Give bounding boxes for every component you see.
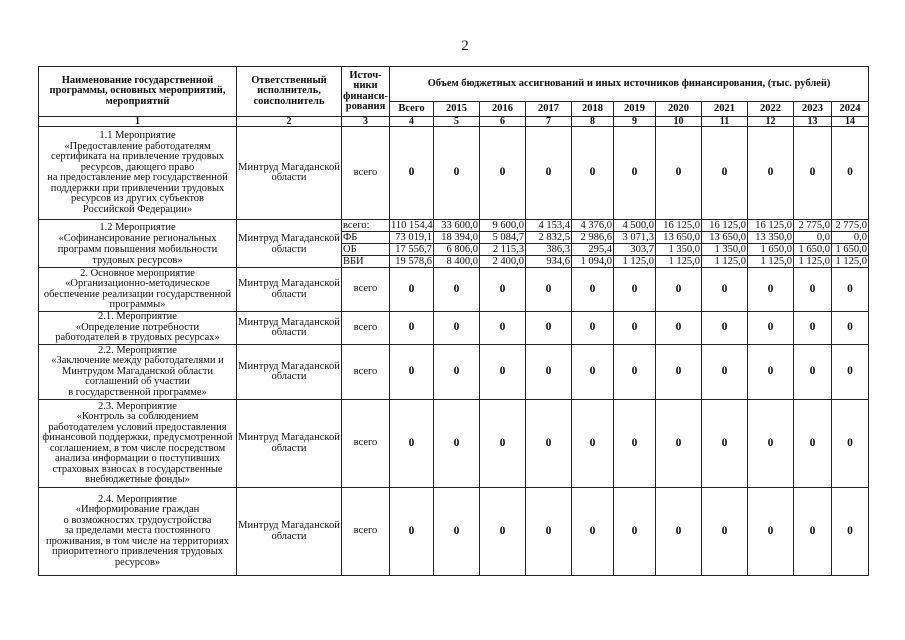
column-number: 11 — [702, 117, 748, 127]
funding-value: 9 600,0 — [480, 220, 526, 232]
measure-name-line: 1.1 Мероприятие — [99, 130, 176, 141]
funding-value: 0 — [480, 488, 526, 576]
measure-name-line: 2.4. Мероприятие — [98, 493, 177, 505]
funding-value: 18 394,0 — [434, 232, 480, 244]
funding-value: 295,4 — [572, 244, 614, 256]
header-total: Всего — [390, 102, 434, 117]
column-number: 12 — [748, 117, 794, 127]
column-number: 13 — [794, 117, 832, 127]
funding-source: всего — [342, 127, 390, 220]
funding-value: 0 — [832, 312, 869, 345]
header-source: Источ- ники финанси- рования — [342, 67, 390, 117]
funding-value: 0 — [526, 127, 572, 220]
funding-value: 0 — [656, 345, 702, 400]
funding-value: 0 — [390, 127, 434, 220]
measure-name — [39, 268, 237, 312]
measure-name — [39, 127, 237, 220]
funding-value: 13 650,0 — [656, 232, 702, 244]
column-number: 1 — [39, 117, 237, 127]
funding-value: 1 125,0 — [702, 256, 748, 268]
measure-name — [39, 345, 237, 400]
funding-value: 1 125,0 — [832, 256, 869, 268]
measure-name-line: обеспечение реализации государственной — [43, 288, 232, 300]
funding-value: 0 — [748, 400, 794, 488]
funding-source: ВБИ — [342, 256, 390, 268]
funding-value: 0 — [526, 312, 572, 345]
funding-value: 0 — [480, 268, 526, 312]
column-number: 2 — [237, 117, 342, 127]
column-number: 3 — [342, 117, 390, 127]
measure-name-line: «Информирование граждан — [75, 504, 200, 516]
funding-value: 0 — [656, 268, 702, 312]
page-number: 2 — [461, 38, 469, 54]
funding-value: 17 556,7 — [390, 244, 434, 256]
funding-value: 0 — [702, 312, 748, 345]
funding-value: 0 — [614, 345, 656, 400]
header-year: 2015 — [434, 102, 480, 117]
funding-value: 0 — [656, 400, 702, 488]
funding-value: 0 — [832, 400, 869, 488]
column-number: 7 — [526, 117, 572, 127]
funding-value: 386,3 — [526, 244, 572, 256]
funding-value: 0 — [526, 268, 572, 312]
column-number: 10 — [656, 117, 702, 127]
funding-value: 2 775,0 — [832, 220, 869, 232]
measure-name — [39, 488, 237, 576]
funding-value: 2 986,6 — [572, 232, 614, 244]
measure-name-line: соглашений об участии — [85, 376, 190, 388]
funding-value: 2 115,3 — [480, 244, 526, 256]
responsible-executor: Минтруд Магаданской области — [237, 220, 342, 268]
funding-value: 0 — [794, 345, 832, 400]
funding-value: 303,7 — [614, 244, 656, 256]
funding-value: 19 578,6 — [390, 256, 434, 268]
funding-value: 4 500,0 — [614, 220, 656, 232]
funding-value: 0 — [748, 345, 794, 400]
measure-name-line: «Софинансирование региональных — [58, 232, 217, 244]
measure-name-line: «Определение потребности — [75, 321, 200, 333]
funding-value: 1 350,0 — [702, 244, 748, 256]
funding-value: 13 350,0 — [748, 232, 794, 244]
column-number: 4 — [390, 117, 434, 127]
funding-value: 0 — [614, 312, 656, 345]
funding-value: 5 084,7 — [480, 232, 526, 244]
measure-name-line: проживания, в том числе на территориях — [46, 535, 229, 547]
funding-value: 0 — [434, 345, 480, 400]
funding-value: 0 — [526, 488, 572, 576]
table-row — [39, 345, 869, 400]
funding-value: 0 — [480, 345, 526, 400]
funding-source: ОБ — [342, 244, 390, 256]
table-row — [39, 312, 869, 345]
column-number: 9 — [614, 117, 656, 127]
funding-value: 2 400,0 — [480, 256, 526, 268]
funding-value: 0 — [480, 312, 526, 345]
column-number: 6 — [480, 117, 526, 127]
measure-name — [39, 400, 237, 488]
funding-value: 0,0 — [832, 232, 869, 244]
measure-name-line: работодателей в трудовых ресурсах» — [55, 332, 220, 344]
funding-value: 0 — [526, 400, 572, 488]
measure-name-line: ресурсов, дающего право — [80, 161, 195, 173]
measure-name-line: 2.1. Мероприятие — [98, 311, 177, 323]
responsible-executor: Минтруд Магаданской области — [237, 400, 342, 488]
header-year: 2017 — [526, 102, 572, 117]
funding-value: 1 125,0 — [656, 256, 702, 268]
measure-name-line: трудовых ресурсов» — [92, 254, 183, 266]
funding-value: 4 376,0 — [572, 220, 614, 232]
header-year: 2024 — [832, 102, 869, 117]
funding-value: 0 — [572, 127, 614, 220]
funding-value: 0 — [526, 345, 572, 400]
funding-source: всего — [342, 312, 390, 345]
funding-value: 1 125,0 — [748, 256, 794, 268]
measure-name-line: внебюджетные фонды» — [85, 474, 190, 485]
funding-source: всего — [342, 345, 390, 400]
measure-name-line: программ повышения мобильности — [57, 243, 218, 255]
funding-value: 0 — [614, 400, 656, 488]
measure-name-line: «Организационно-методическое — [65, 278, 210, 289]
funding-value: 0 — [572, 312, 614, 345]
measure-name-line: «Заключение между работодателями и — [51, 355, 224, 367]
funding-value: 0 — [480, 127, 526, 220]
funding-value: 0 — [390, 400, 434, 488]
funding-value: 0 — [480, 400, 526, 488]
funding-value: 1 350,0 — [656, 244, 702, 256]
funding-value: 6 806,0 — [434, 244, 480, 256]
funding-value: 0 — [702, 400, 748, 488]
funding-value: 0 — [832, 488, 869, 576]
measure-name-line: ресурсов из других субъектов — [70, 193, 204, 204]
column-number: 5 — [434, 117, 480, 127]
measure-name-line: 2. Основное мероприятие — [80, 267, 195, 279]
funding-value: 0 — [702, 488, 748, 576]
funding-value: 1 094,0 — [572, 256, 614, 268]
measure-name-line: финансовой поддержки, предусмотренной — [42, 432, 233, 443]
funding-source: всего — [342, 400, 390, 488]
measure-name-line: за пределами места постоянного — [64, 525, 211, 537]
funding-value: 110 154,4 — [391, 220, 433, 231]
header-year: 2021 — [702, 102, 748, 117]
measure-name-line: Минтрудом Магаданской области — [61, 365, 214, 377]
measure-name-line: приоритетного привлечения трудовых — [51, 546, 224, 558]
funding-value: 0 — [794, 127, 832, 220]
measure-name-line: программы» — [109, 299, 166, 310]
header-year: 2018 — [572, 102, 614, 117]
funding-value: 0,0 — [794, 232, 832, 244]
funding-value: 0 — [702, 345, 748, 400]
funding-value: 33 600,0 — [434, 220, 480, 232]
funding-value: 0 — [572, 488, 614, 576]
measure-name-line: ресурсов» — [114, 556, 161, 568]
measure-name-line: соглашением, в том числе посредством — [49, 442, 226, 454]
funding-value: 0 — [748, 127, 794, 220]
table-row — [39, 127, 869, 220]
funding-value: 1 125,0 — [794, 256, 832, 268]
funding-value: 0 — [434, 400, 480, 488]
measure-name — [39, 312, 237, 345]
funding-value: 16 125,0 — [702, 220, 748, 232]
funding-value: 0 — [656, 488, 702, 576]
funding-value: 0 — [794, 488, 832, 576]
measure-name-line: анализа информации о поступивших — [55, 453, 220, 464]
funding-value: 8 400,0 — [434, 256, 480, 268]
funding-source: всего — [342, 488, 390, 576]
responsible-executor: Минтруд Магаданской области — [237, 268, 342, 312]
funding-value: 0 — [572, 345, 614, 400]
responsible-executor: Минтруд Магаданской области — [237, 312, 342, 345]
funding-value: 3 071,3 — [614, 232, 656, 244]
funding-value: 0 — [794, 268, 832, 312]
funding-value: 1 650,0 — [748, 244, 794, 256]
budget-table — [38, 66, 869, 576]
measure-name-line: страховых взносах в государственные — [52, 463, 223, 475]
funding-source: ФБ — [342, 232, 390, 244]
measure-name-line: поддержки при привлечении трудовых — [50, 182, 225, 194]
funding-value: 0 — [390, 312, 434, 345]
funding-value: 0 — [434, 127, 480, 220]
funding-value: 0 — [614, 488, 656, 576]
funding-value: 0 — [702, 268, 748, 312]
responsible-executor: Минтруд Магаданской области — [237, 345, 342, 400]
funding-source: всего: — [342, 220, 390, 232]
measure-name-line: в государственной программе» — [68, 386, 207, 398]
funding-value: 0 — [794, 400, 832, 488]
funding-value: 0 — [832, 127, 869, 220]
measure-name-line: сертификата на привлечение трудовых — [50, 151, 225, 162]
funding-value: 0 — [434, 268, 480, 312]
table-row — [39, 268, 869, 312]
funding-value: 4 153,4 — [526, 220, 572, 232]
funding-value: 0 — [832, 268, 869, 312]
funding-value: 2 775,0 — [794, 220, 832, 232]
responsible-executor: Минтруд Магаданской области — [237, 127, 342, 220]
measure-name-line: 2.2. Мероприятие — [98, 344, 177, 356]
funding-value: 0 — [434, 488, 480, 576]
funding-value: 0 — [656, 127, 702, 220]
header-year: 2023 — [794, 102, 832, 117]
funding-value: 0 — [390, 488, 434, 576]
funding-value: 0 — [748, 312, 794, 345]
measure-name-line: о возможностях трудоустройства — [63, 514, 212, 526]
measure-name-line: 2.3. Мероприятие — [98, 400, 177, 412]
header-year: 2019 — [614, 102, 656, 117]
funding-value: 0 — [748, 268, 794, 312]
funding-value: 1 650,0 — [832, 244, 869, 256]
funding-value: 73 019,1 — [390, 232, 434, 244]
measure-name-line: Российской Федерации» — [82, 203, 193, 215]
funding-value: 0 — [656, 312, 702, 345]
measure-name-line: на предоставление мер государственной — [47, 172, 228, 183]
header-year: 2016 — [480, 102, 526, 117]
column-number: 8 — [572, 117, 614, 127]
funding-value: 0 — [794, 312, 832, 345]
header-name: Наименование государственной программы, основных мероприятий, мероприятий — [39, 67, 237, 117]
funding-value: 16 125,0 — [656, 220, 702, 232]
funding-value: 0 — [614, 268, 656, 312]
funding-value: 934,6 — [526, 256, 572, 268]
measure-name-line: «Контроль за соблюдением — [76, 411, 199, 422]
measure-name-line: работодателем условий предоставления — [48, 421, 227, 433]
measure-name-line: 1.2 Мероприятие — [99, 221, 176, 233]
funding-value: 0 — [702, 127, 748, 220]
funding-value: 1 650,0 — [794, 244, 832, 256]
table-body — [39, 127, 869, 576]
funding-value: 16 125,0 — [748, 220, 794, 232]
funding-value: 0 — [832, 345, 869, 400]
funding-value: 13 650,0 — [702, 232, 748, 244]
header-numbers-row — [39, 117, 869, 127]
funding-value: 0 — [748, 488, 794, 576]
funding-value: 0 — [390, 345, 434, 400]
column-number: 14 — [832, 117, 869, 127]
funding-value: 0 — [434, 312, 480, 345]
funding-value: 1 125,0 — [614, 256, 656, 268]
measure-name-line: «Предоставление работодателям — [64, 140, 211, 152]
header-volume: Объем бюджетных ассигнований и иных источников финансирования, (тыс. рублей) — [390, 67, 869, 102]
responsible-executor: Минтруд Магаданской области — [237, 488, 342, 576]
funding-value: 0 — [614, 127, 656, 220]
funding-value: 0 — [572, 268, 614, 312]
funding-value: 0 — [572, 400, 614, 488]
table-row — [39, 488, 869, 576]
table-row — [39, 400, 869, 488]
funding-value: 2 832,5 — [526, 232, 572, 244]
funding-value: 0 — [390, 268, 434, 312]
table-row — [39, 220, 869, 232]
header-responsible: Ответственный исполнитель, соисполнитель — [237, 67, 342, 117]
funding-source: всего — [342, 268, 390, 312]
measure-name — [39, 220, 237, 268]
header-year: 2022 — [748, 102, 794, 117]
header-year: 2020 — [656, 102, 702, 117]
